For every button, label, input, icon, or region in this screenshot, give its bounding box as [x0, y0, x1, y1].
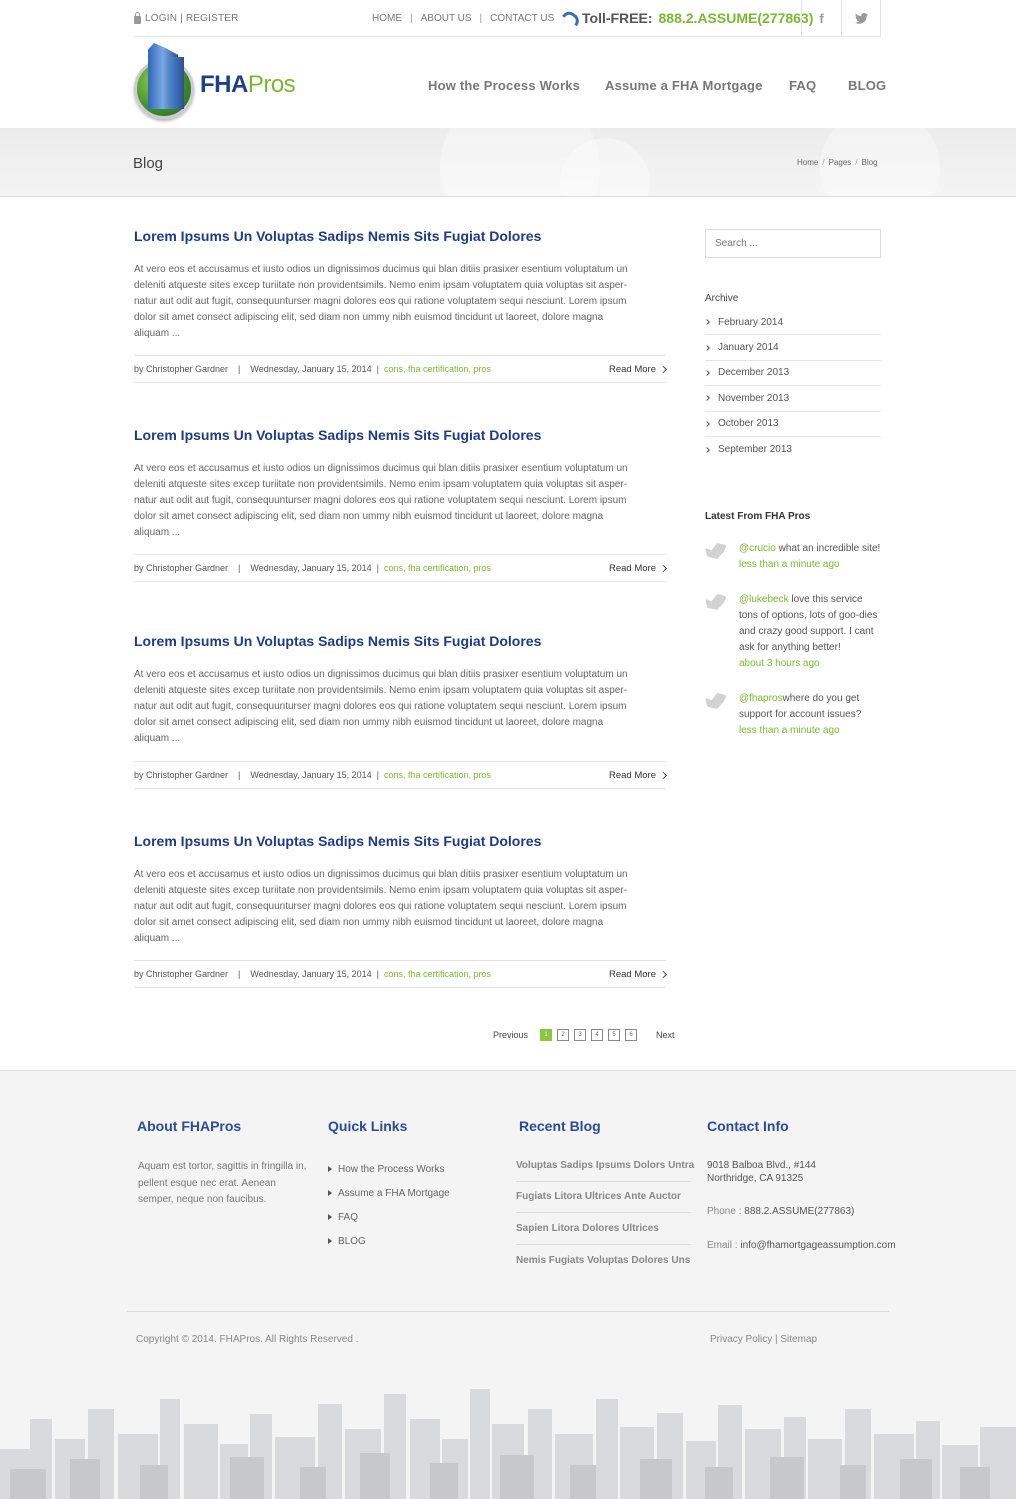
post-title[interactable]: Lorem Ipsums Un Voluptas Sadips Nemis Sits Fugiat Dolores [134, 633, 542, 649]
recent-blog-link[interactable]: Nemis Fugiats Voluptas Dolores Uns [516, 1255, 691, 1267]
footer-about-text: Aquam est tortor, sagittis in fringilla in, pellent esque nec erat. Aenean semper, neque non faucibus. [138, 1161, 307, 1205]
post-author: by Christopher Gardner [134, 364, 229, 374]
footer-recent-blog [516, 1150, 695, 1276]
excerpt-line: aliquam ... [134, 733, 181, 744]
chevron-right-icon [704, 421, 710, 427]
login-register-label[interactable]: LOGIN | REGISTER [145, 13, 239, 24]
excerpt-line: natur aut odit aut fugit, consequunturser magni dolores eos qui ratione voluptatem sequi nesciunt. Lorem ipsum [134, 901, 627, 912]
read-more-button[interactable] [609, 770, 666, 781]
chevron-right-icon [704, 396, 710, 402]
top-bar [0, 0, 1016, 38]
post-meta [134, 554, 666, 582]
copyright: Copyright © 2014. FHAPros. All Rights Reserved . [136, 1334, 359, 1345]
excerpt-line: natur aut odit aut fugit, consequunturser magni dolores eos qui ratione voluptatem sequi nesciunt. Lorem ipsum [134, 296, 627, 307]
divider: | [410, 13, 413, 24]
blog-post [134, 633, 666, 781]
read-more-label: Read More [609, 562, 656, 574]
divider: | [376, 364, 379, 374]
login-register-link[interactable] [134, 13, 239, 24]
post-meta [134, 761, 666, 789]
page-title: Blog [133, 155, 164, 172]
page-number[interactable]: 5 [608, 1029, 620, 1041]
breadcrumb [797, 158, 878, 167]
footer-link-label: BLOG [338, 1235, 366, 1247]
excerpt-line: deleniti atqueste sites excep turiitate non providentsimils. Nemo enim ipsam voluptatem quia voluptas sit asper- [134, 885, 628, 896]
logo-wordmark [200, 71, 295, 99]
excerpt-line: dolor sit amet consect adipiscing elit, sed diam non ummy nibh euismod tincidunt ut laoreet, dolore magna [134, 717, 604, 728]
archive-item[interactable] [705, 386, 881, 411]
footer-divider [127, 1311, 889, 1312]
post-date: Wednesday, January 15, 2014 [250, 770, 372, 780]
footer-about-heading: About FHAPros [137, 1118, 242, 1134]
archive-item-label: October 2013 [718, 418, 779, 430]
excerpt-line: aliquam ... [134, 933, 181, 944]
page-number[interactable]: 6 [625, 1029, 637, 1041]
post-date: Wednesday, January 15, 2014 [250, 364, 372, 374]
footer-links-heading: Quick Links [328, 1118, 408, 1134]
footer [0, 1070, 1016, 1499]
twitter-bird-icon [705, 543, 727, 559]
top-divider [134, 36, 881, 37]
tweet-user[interactable]: @crucio [739, 543, 776, 554]
twitter-bird-icon [705, 594, 727, 610]
city-skyline-illustration [0, 1379, 1016, 1499]
tweet-text [739, 691, 879, 739]
breadcrumb-home[interactable]: Home [797, 158, 819, 167]
toll-free-number: 888.2.ASSUME(277863) [658, 10, 814, 26]
excerpt-line: deleniti atqueste sites excep turiitate non providentsimils. Nemo enim ipsam voluptatem quia voluptas sit asper- [134, 280, 628, 291]
read-more-button[interactable] [609, 969, 666, 980]
post-author: by Christopher Gardner [134, 969, 229, 979]
twitter-icon[interactable] [841, 0, 881, 37]
toll-free [562, 10, 813, 26]
top-link-home[interactable]: HOME [372, 13, 402, 24]
divider: | [376, 770, 379, 780]
post-date: Wednesday, January 15, 2014 [250, 969, 372, 979]
post-excerpt [134, 867, 666, 947]
archive-item-label: January 2014 [718, 342, 779, 354]
tweet-time[interactable]: less than a minute ago [739, 559, 840, 570]
post-date: Wednesday, January 15, 2014 [250, 563, 372, 573]
footer-quick-links [328, 1157, 450, 1253]
footer-blog-heading: Recent Blog [519, 1118, 601, 1134]
excerpt-line: At vero eos et accusamus et iusto odios un dignissimos ducimus qui blan ditiis prasixer esentium voluptatum un [134, 869, 628, 880]
footer-link-label: FAQ [338, 1211, 359, 1223]
footer-link-label: How the Process Works [338, 1163, 445, 1175]
footer-contact-heading: Contact Info [707, 1118, 789, 1134]
chevron-right-icon [704, 447, 710, 453]
divider: | [238, 563, 241, 573]
read-more-label: Read More [609, 363, 656, 375]
twitter-bird-icon [705, 693, 727, 709]
archive-item-label: September 2013 [718, 444, 792, 456]
breadcrumb-separator: / [822, 158, 825, 167]
archive-list [705, 310, 881, 462]
post-excerpt [134, 667, 666, 747]
tweet-body: love this service tons of options, lots of goo-dies and crazy good support. I cant ask for anything better! [739, 594, 878, 653]
email-link[interactable]: info@fhamortgageassumption.com [740, 1240, 896, 1251]
excerpt-line: aliquam ... [134, 527, 181, 538]
tweet-user[interactable]: @fhapros [739, 693, 783, 704]
archive-item[interactable] [705, 412, 881, 437]
excerpt-line: At vero eos et accusamus et iusto odios un dignissimos ducimus qui blan ditiis prasixer esentium voluptatum un [134, 264, 628, 275]
post-excerpt [134, 461, 666, 541]
archive-item-label: February 2014 [718, 316, 784, 328]
excerpt-line: dolor sit amet consect adipiscing elit, sed diam non ummy nibh euismod tincidunt ut laoreet, dolore magna [134, 917, 604, 928]
privacy-sitemap-links[interactable]: Privacy Policy | Sitemap [710, 1334, 818, 1345]
logo-pros: Pros [247, 71, 296, 98]
post-author: by Christopher Gardner [134, 563, 229, 573]
divider: | [479, 13, 483, 24]
excerpt-line: deleniti atqueste sites excep turiitate non providentsimils. Nemo enim ipsam voluptatem quia voluptas sit asper- [134, 479, 628, 490]
post-excerpt [134, 262, 666, 342]
blog-post [134, 427, 666, 574]
archive-item[interactable] [705, 310, 881, 335]
page-number[interactable]: 2 [557, 1029, 569, 1041]
twitter-bird-icon [855, 13, 868, 24]
tweet-time[interactable]: about 3 hours ago [739, 658, 820, 669]
toll-free-label: Toll-FREE: [582, 10, 653, 26]
footer-contact-info [707, 1159, 896, 1252]
logo-building-icon [170, 57, 184, 109]
pagination [493, 1029, 675, 1041]
chevron-right-icon [660, 970, 667, 977]
footer-link-label: Assume a FHA Mortgage [338, 1187, 450, 1199]
lock-icon [134, 16, 141, 24]
chevron-right-icon [660, 365, 667, 372]
recent-blog-link[interactable]: Sapien Litora Dolores Ultrices [516, 1213, 691, 1245]
divider: | [376, 969, 379, 979]
breadcrumb-current: Blog [861, 158, 878, 167]
archive-item-label: December 2013 [718, 367, 790, 379]
fhapros-logo[interactable] [134, 43, 354, 121]
archive-item[interactable] [705, 335, 881, 360]
post-tags[interactable]: cons, fha certification, pros [383, 770, 492, 780]
contact-phone [707, 1205, 896, 1218]
excerpt-line: At vero eos et accusamus et iusto odios un dignissimos ducimus qui blan ditiis prasixer esentium voluptatum un [134, 669, 628, 680]
top-link-about[interactable]: ABOUT US [420, 13, 472, 24]
tweet-body: where do you get support for account issues? [739, 693, 862, 720]
top-links [372, 13, 554, 24]
chevron-right-icon [704, 345, 710, 351]
post-tags[interactable]: cons, fha certification, pros [383, 364, 492, 374]
post-title[interactable]: Lorem Ipsums Un Voluptas Sadips Nemis Sits Fugiat Dolores [134, 833, 542, 849]
triangle-right-icon [328, 1238, 332, 1244]
footer-link[interactable] [328, 1157, 450, 1181]
tweet-time[interactable]: less than a minute ago [739, 725, 840, 736]
post-meta [134, 960, 666, 988]
read-more-label: Read More [609, 968, 656, 980]
phone-icon [562, 11, 576, 25]
facebook-icon[interactable]: f [801, 0, 841, 37]
chevron-right-icon [704, 370, 710, 376]
latest-heading: Latest From FHA Pros [705, 511, 811, 522]
post-meta [134, 355, 666, 383]
email-label: Email : [707, 1240, 741, 1251]
nav-assume-fha-mortgage[interactable]: Assume a FHA Mortgage [605, 78, 763, 93]
blog-post [134, 228, 666, 375]
post-tags[interactable]: cons, fha certification, pros [383, 969, 492, 979]
excerpt-line: aliquam ... [134, 328, 181, 339]
footer-link[interactable] [328, 1205, 450, 1229]
divider: | [238, 364, 241, 374]
phone-label: Phone : [707, 1206, 745, 1217]
triangle-right-icon [328, 1190, 332, 1196]
footer-link[interactable] [328, 1181, 450, 1205]
page-number[interactable]: 3 [574, 1029, 586, 1041]
footer-link[interactable] [328, 1229, 450, 1253]
excerpt-line: natur aut odit aut fugit, consequunturser magni dolores eos qui ratione voluptatem sequi nesciunt. Lorem ipsum [134, 495, 627, 506]
tweet-user[interactable]: @lukebeck [739, 594, 789, 605]
archive-item[interactable] [705, 437, 881, 462]
divider: | [238, 770, 241, 780]
nav-how-process-works[interactable]: How the Process Works [428, 78, 581, 93]
page-title-band [0, 128, 1016, 197]
recent-blog-link[interactable]: Voluptas Sadips Ipsums Dolors Untra [516, 1150, 691, 1182]
excerpt-line: natur aut odit aut fugit, consequunturser magni dolores eos qui ratione voluptatem sequi nesciunt. Lorem ipsum [134, 701, 627, 712]
tweet-text [739, 541, 889, 573]
read-more-button[interactable] [609, 364, 666, 375]
divider: | [238, 969, 241, 979]
triangle-right-icon [328, 1166, 332, 1172]
blog-post [134, 833, 666, 980]
tweet-body: what an incredible site! [775, 543, 881, 554]
page-number-current[interactable]: 1 [540, 1029, 552, 1041]
archive-item-label: November 2013 [718, 392, 790, 404]
address-line: 9018 Balboa Blvd., #144 [707, 1160, 816, 1171]
logo-fha: FHA [200, 71, 248, 98]
recent-blog-link[interactable]: Fugiats Litora Ultrices Ante Auctor [516, 1182, 691, 1214]
chevron-right-icon [660, 771, 667, 778]
top-link-contact[interactable]: CONTACT US [490, 13, 555, 24]
pagination-previous[interactable]: Previous [493, 1030, 529, 1040]
post-tags[interactable]: cons, fha certification, pros [383, 563, 492, 573]
chevron-right-icon [704, 319, 710, 325]
post-title[interactable]: Lorem Ipsums Un Voluptas Sadips Nemis Sits Fugiat Dolores [134, 427, 542, 443]
chevron-right-icon [660, 564, 667, 571]
address-line: Northridge, CA 91325 [707, 1173, 804, 1184]
excerpt-line: dolor sit amet consect adipiscing elit, sed diam non ummy nibh euismod tincidunt ut laoreet, dolore magna [134, 312, 604, 323]
page-number[interactable]: 4 [591, 1029, 603, 1041]
breadcrumb-pages[interactable]: Pages [828, 158, 852, 167]
tweet-text [739, 592, 884, 672]
archive-heading: Archive [705, 293, 739, 304]
read-more-button[interactable] [609, 563, 666, 574]
post-author: by Christopher Gardner [134, 770, 229, 780]
excerpt-line: dolor sit amet consect adipiscing elit, sed diam non ummy nibh euismod tincidunt ut laoreet, dolore magna [134, 511, 604, 522]
read-more-label: Read More [609, 769, 656, 781]
nav-faq[interactable]: FAQ [789, 78, 817, 93]
triangle-right-icon [328, 1214, 332, 1220]
pagination-next[interactable]: Next [656, 1030, 675, 1040]
breadcrumb-separator: / [855, 158, 858, 167]
excerpt-line: deleniti atqueste sites excep turiitate non providentsimils. Nemo enim ipsam voluptatem quia voluptas sit asper- [134, 685, 628, 696]
phone-value: 888.2.ASSUME(277863) [744, 1206, 855, 1217]
search-input[interactable] [705, 229, 881, 258]
nav-blog[interactable]: BLOG [848, 78, 887, 93]
post-title[interactable]: Lorem Ipsums Un Voluptas Sadips Nemis Sits Fugiat Dolores [134, 228, 542, 244]
archive-item[interactable] [705, 361, 881, 386]
divider: | [376, 563, 379, 573]
excerpt-line: At vero eos et accusamus et iusto odios un dignissimos ducimus qui blan ditiis prasixer esentium voluptatum un [134, 463, 628, 474]
contact-email [707, 1239, 896, 1252]
